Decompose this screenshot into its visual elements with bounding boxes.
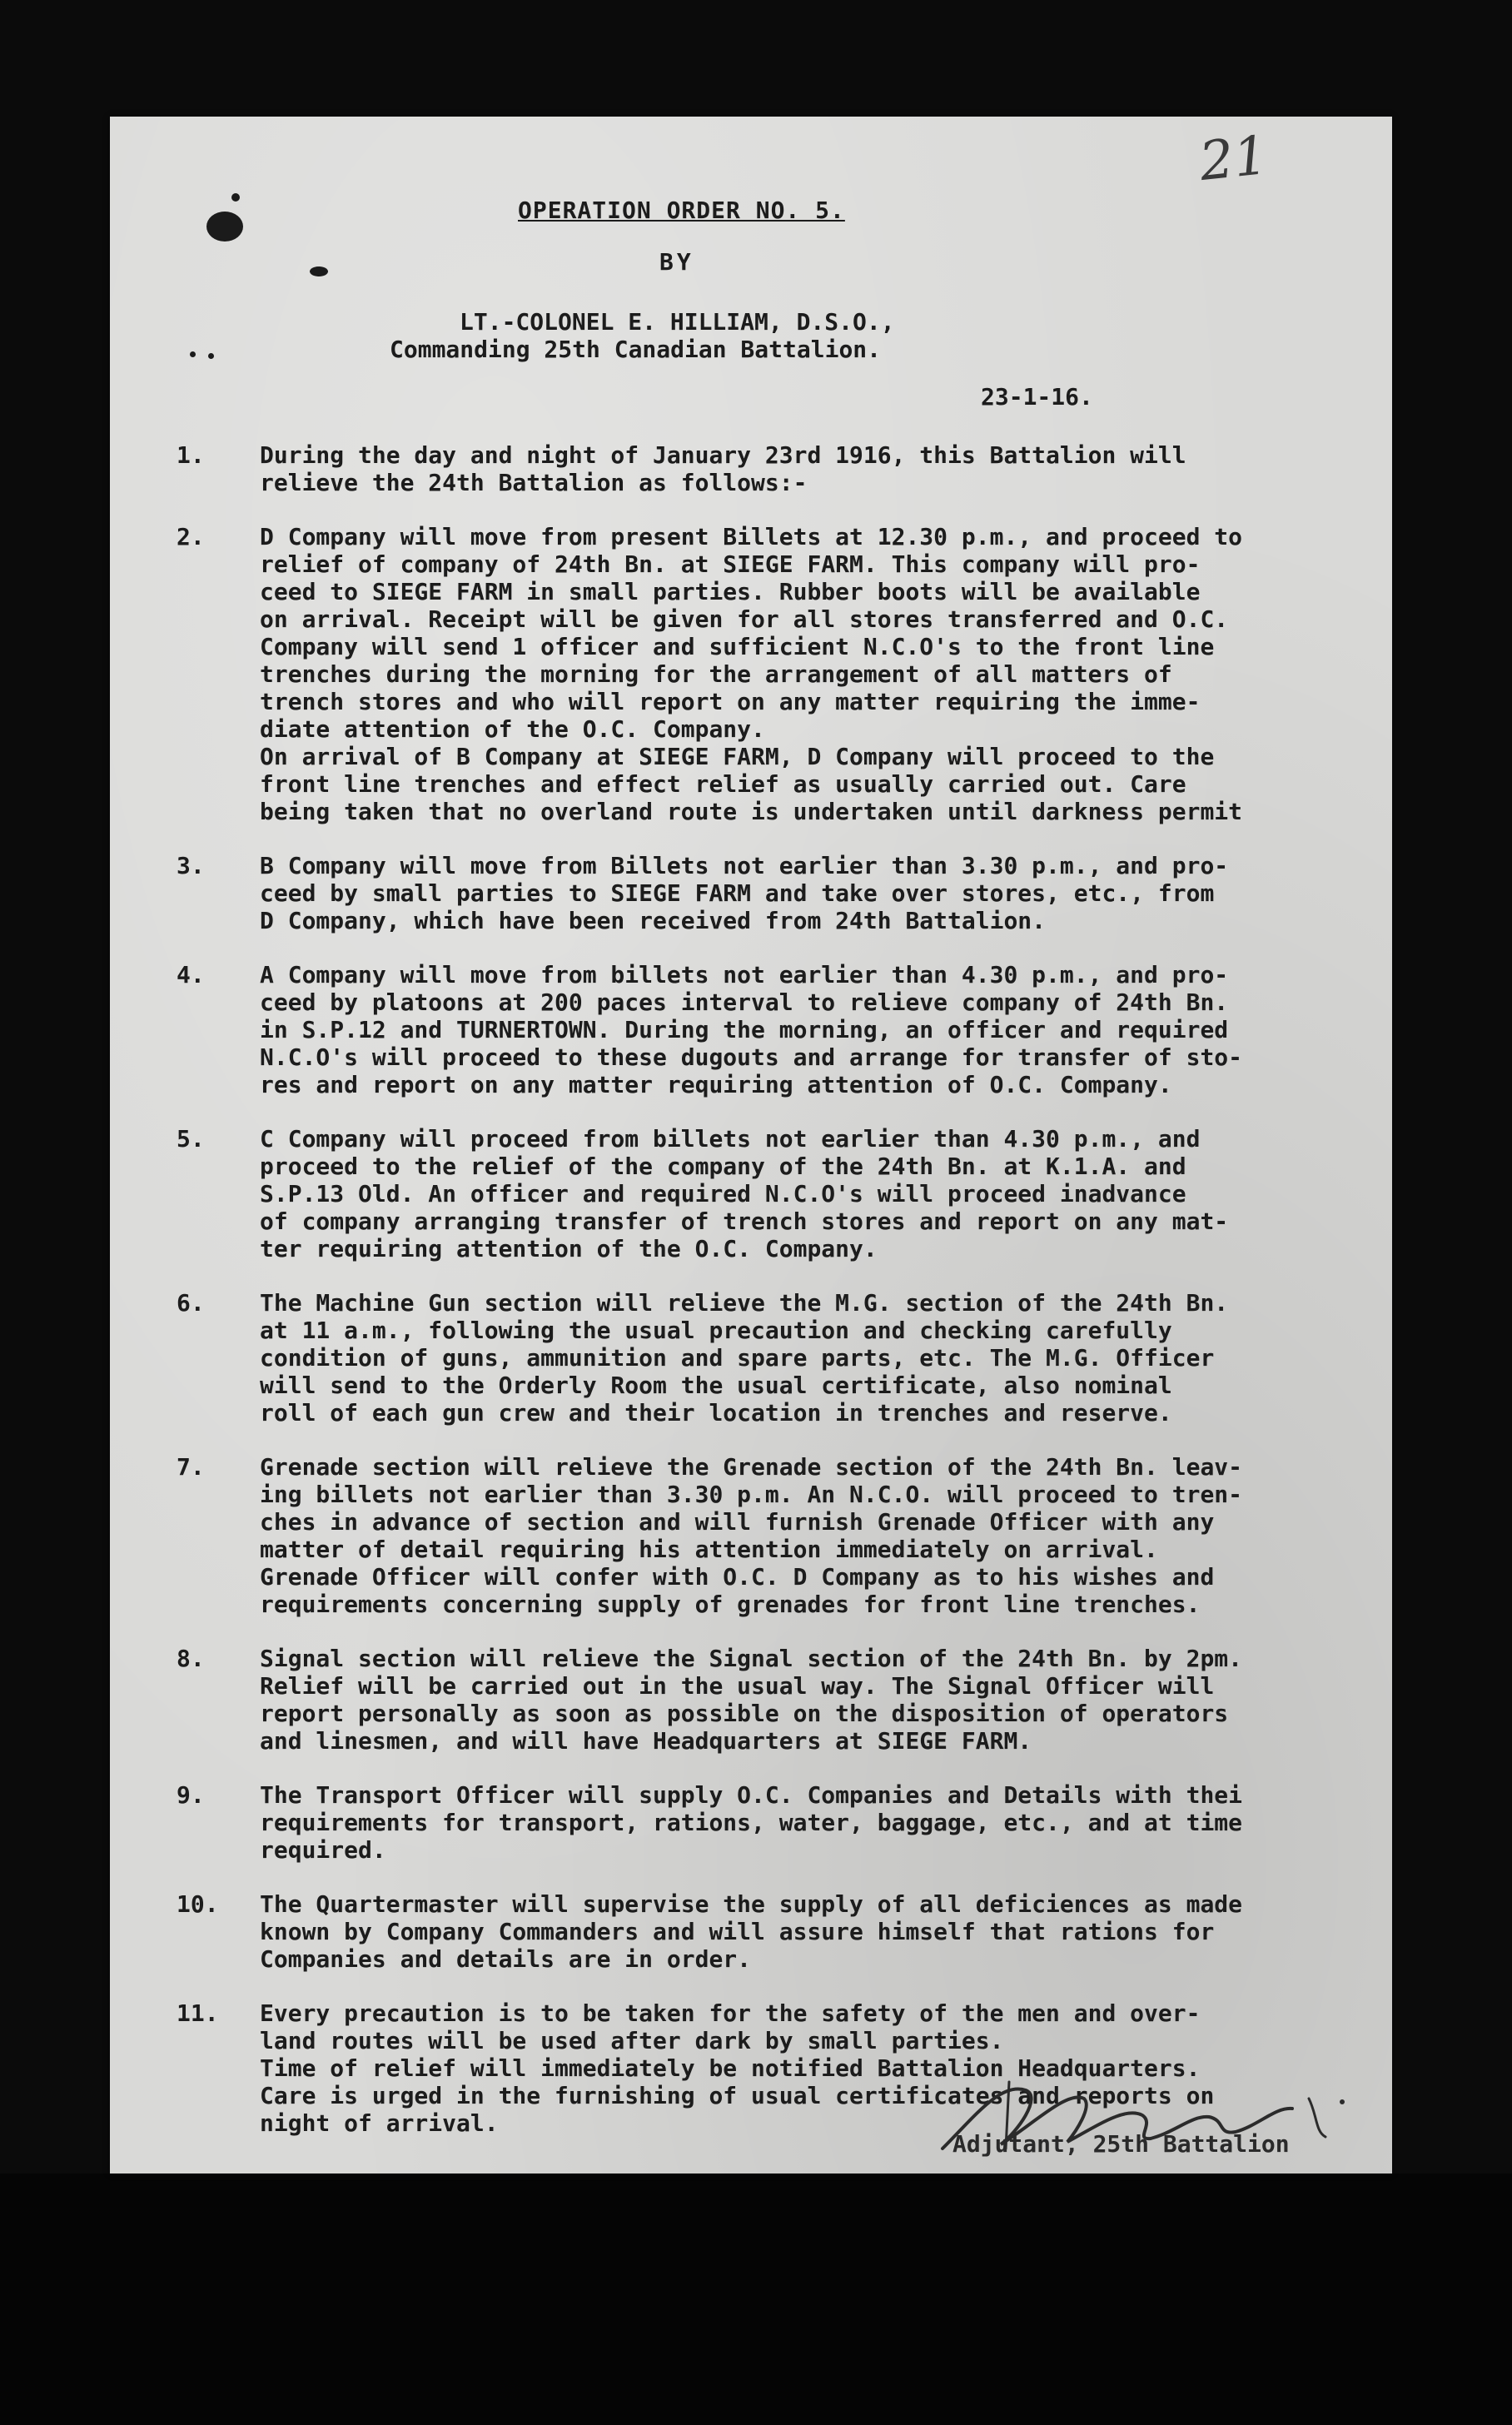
paragraph-1: [177, 441, 1392, 496]
paragraph-text: C Company will proceed from billets not earlier than 4.30 p.m., and proceed to the relief of the company of the 24th Bn. at K.1.A. and S.P.13 Old. An officer and required N.C.O's will proceed inadvance of company arranging transfer of trench stores and report on any mat- ter requiring attention of the O.C. Company.: [260, 1125, 1229, 1262]
paragraph-7: [177, 1453, 1392, 1618]
order-date: 23-1-16.: [981, 383, 1093, 411]
paragraph-text: Grenade section will relieve the Grenade section of the 24th Bn. leav- ing billets not earlier than 3.30 p.m. An N.C.O. will proceed to tren- ches in advance of section and will furnish Grenade Officer with any matter of detail requiring his attention immediately on arrival. Grenade Officer will confer with O.C. D Company as to his wishes and requirements concerning supply of grenades for front line trenches.: [260, 1453, 1243, 1618]
paragraph-text: A Company will move from billets not earlier than 4.30 p.m., and pro- ceed by platoons at 200 paces interval to relieve company of 24th Bn. in S.P.12 and TURNERTOWN. During the morning, an officer and required N.C.O's will proceed to these dugouts and arrange for transfer of sto- res and report on any matter requiring attention of O.C. Company.: [260, 961, 1243, 1098]
paragraph-text: The Transport Officer will supply O.C. Companies and Details with thei requirements for transport, rations, water, baggage, etc., and at time required.: [260, 1781, 1243, 1864]
paragraph-text: B Company will move from Billets not earlier than 3.30 p.m., and pro- ceed by small parties to SIEGE FARM and take over stores, etc., from D Company, which have been received from 24th Battalion.: [260, 852, 1229, 934]
document-page: [110, 117, 1392, 2174]
paragraph-4: [177, 961, 1392, 1098]
paragraph-number: 9.: [177, 1781, 205, 1809]
author-name: LT.-COLONEL E. HILLIAM, D.S.O.,: [460, 308, 895, 336]
paragraph-number: 8.: [177, 1645, 205, 1672]
paragraph-6: [177, 1289, 1392, 1427]
paragraph-number: 11.: [177, 1999, 219, 2027]
paragraph-number: 1.: [177, 441, 205, 469]
paragraph-number: 7.: [177, 1453, 205, 1481]
scan-bottom-band: [0, 2174, 1512, 2425]
ink-dot: [190, 351, 196, 357]
ink-blot: [206, 212, 243, 242]
paragraph-text: The Quartermaster will supervise the supply of all deficiences as made known by Company Commanders and will assure himself that rations for Companies and details are in order.: [260, 1890, 1243, 1973]
order-paragraphs: [177, 441, 1392, 2164]
paragraph-text: During the day and night of January 23rd 1916, this Battalion will relieve the 24th Battalion as follows:-: [260, 441, 1186, 496]
paragraph-5: [177, 1125, 1392, 1262]
folio-number: 21: [1196, 124, 1271, 194]
paragraph-number: 2.: [177, 523, 205, 550]
paragraph-text: D Company will move from present Billets at 12.30 p.m., and proceed to relief of company of 24th Bn. at SIEGE FARM. This company will pro- ceed to SIEGE FARM in small parties. Rubber boots will be available on arrival. Receipt will be given for all stores transferred and O.C. Company will send 1 officer and sufficient N.C.O's to the front line trenches during the morning for the arrangement of all matters of trench stores and who will report on any matter requiring the imme- diate attention of the O.C. Company. On arrival of B Company at SIEGE FARM, D Company will proceed to the front line trenches and effect relief as usually carried out. Care being taken that no overland route is undertaken until darkness permit: [260, 523, 1243, 825]
paragraph-2: [177, 523, 1392, 825]
signature-caption: Adjutant, 25th Battalion: [952, 2130, 1290, 2158]
ink-mark: [310, 266, 328, 276]
paragraph-number: 3.: [177, 852, 205, 879]
paragraph-number: 6.: [177, 1289, 205, 1317]
paragraph-10: [177, 1890, 1392, 1973]
paragraph-3: [177, 852, 1392, 934]
ink-dot: [231, 193, 240, 202]
paragraph-number: 10.: [177, 1890, 219, 1918]
author-command: Commanding 25th Canadian Battalion.: [390, 336, 882, 363]
paragraph-text: Signal section will relieve the Signal section of the 24th Bn. by 2pm. Relief will be carried out in the usual way. The Signal Officer will report personally as soon as possible on the disposition of operators and linesmen, and will have Headquarters at SIEGE FARM.: [260, 1645, 1243, 1755]
document-title: OPERATION ORDER NO. 5.: [518, 197, 845, 224]
paragraph-text: The Machine Gun section will relieve the M.G. section of the 24th Bn. at 11 a.m., following the usual precaution and checking carefully condition of guns, ammunition and spare parts, etc. The M.G. Officer will send to the Orderly Room the usual certificate, also nominal roll of each gun crew and their location in trenches and reserve.: [260, 1289, 1229, 1427]
ink-dot: [208, 353, 214, 359]
by-line: BY: [659, 248, 694, 276]
paragraph-9: [177, 1781, 1392, 1864]
paragraph-text: Every precaution is to be taken for the safety of the men and over- land routes will be used after dark by small parties. Time of relief will immediately be notified Battalion Headquarters. Care is urged in the furnishing of usual certificates and reports on night of arrival.: [260, 1999, 1215, 2137]
paragraph-8: [177, 1645, 1392, 1755]
paragraph-number: 5.: [177, 1125, 205, 1153]
paragraph-number: 4.: [177, 961, 205, 988]
